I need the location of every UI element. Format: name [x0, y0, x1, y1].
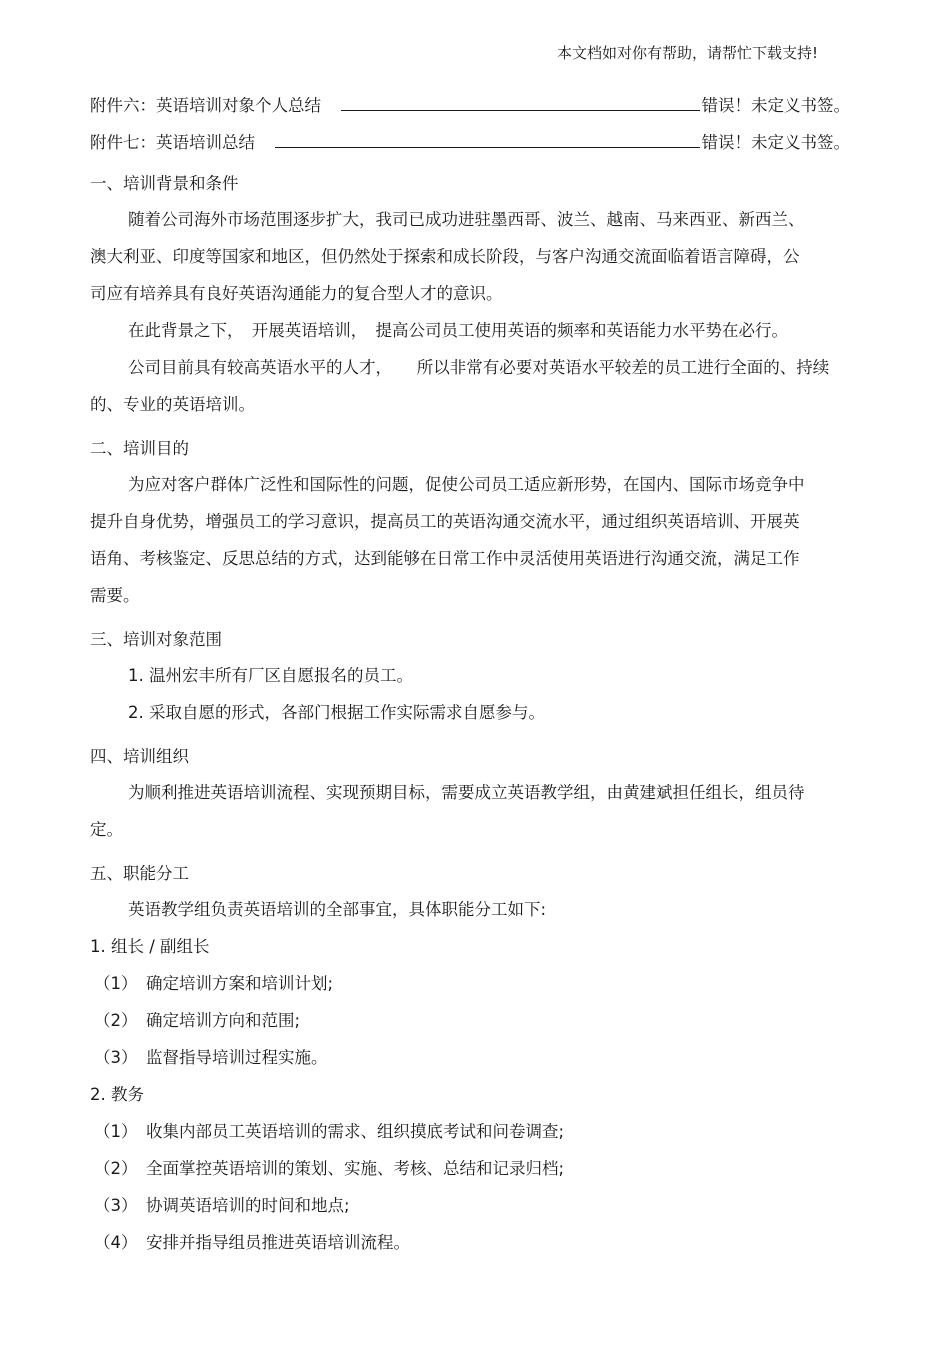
item-text: 确定培训方向和范围; [146, 1011, 301, 1030]
item-number: （1） [94, 1122, 138, 1141]
section-background [90, 167, 850, 423]
toc-entry[interactable] [90, 92, 850, 129]
paragraph: 随着公司海外市场范围逐步扩大，我司已成功进驻墨西哥、波兰、越南、马来西亚、新西兰、澳大利亚、印度等国家和地区，但仍然处于探索和成长阶段，与客户沟通交流面临着语言障碍，公司应有培养具有良好英语沟通能力的复合型人才的意识。 [90, 210, 805, 303]
toc-entry-ref: 错误！未定义书签。 [701, 133, 850, 152]
list-item [90, 1039, 850, 1076]
toc-entry-ref: 错误！未定义书签。 [701, 96, 850, 115]
item-text: 全面掌控英语培训的策划、实施、考核、总结和记录归档; [146, 1159, 565, 1178]
paragraph: 公司目前具有较高英语水平的人才， 所以非常有必要对英语水平较差的员工进行全面的、持续的、专业的英语培训。 [90, 358, 830, 414]
item-number: （2） [94, 1011, 138, 1030]
toc-entry-label: 附件六：英语培训对象个人总结 [90, 96, 321, 115]
paragraph: 为应对客户群体广泛性和国际性的问题，促使公司员工适应新形势，在国内、国际市场竞争中提升自身优势，增强员工的学习意识，提高员工的英语沟通交流水平，通过组织英语培训、开展英语角、考核鉴定、反思总结的方式，达到能够在日常工作中灵活使用英语进行沟通交流，满足工作需要。 [90, 475, 805, 605]
item-text: 确定培训方案和培训计划; [146, 974, 334, 993]
toc-leader-line [275, 133, 700, 148]
list-item [90, 1224, 850, 1261]
section-title: 五、职能分工 [90, 864, 189, 883]
section-duties [90, 857, 850, 1261]
subsection-heading: 1. 组长 / 副组长 [90, 937, 210, 956]
item-number: （3） [94, 1196, 138, 1215]
list-item: 1. 温州宏丰所有厂区自愿报名的员工。 [128, 666, 413, 685]
paragraph: 为顺利推进英语培训流程、实现预期目标，需要成立英语教学组，由黄建斌担任组长，组员待定。 [90, 783, 805, 839]
section-title: 三、培训对象范围 [90, 630, 222, 649]
item-number: （4） [94, 1233, 138, 1252]
document-body [90, 92, 850, 1261]
section-title: 二、培训目的 [90, 439, 189, 458]
item-text: 收集内部员工英语培训的需求、组织摸底考试和问卷调查; [146, 1122, 565, 1141]
item-text: 监督指导培训过程实施。 [146, 1048, 328, 1067]
page-header-note: 本文档如对你有帮助，请帮忙下载支持! [556, 44, 818, 62]
item-number: （1） [94, 974, 138, 993]
list-item [90, 1150, 850, 1187]
list-item: 2. 采取自愿的形式，各部门根据工作实际需求自愿参与。 [128, 703, 545, 722]
subsection-heading: 2. 教务 [90, 1085, 144, 1104]
item-text: 安排并指导组员推进英语培训流程。 [146, 1233, 410, 1252]
section-purpose [90, 432, 850, 614]
item-text: 协调英语培训的时间和地点; [146, 1196, 350, 1215]
section-organization [90, 740, 850, 848]
section-title: 一、培训背景和条件 [90, 174, 239, 193]
list-item [90, 1002, 850, 1039]
toc-leader-line [341, 96, 700, 111]
toc-entry-label: 附件七：英语培训总结 [90, 133, 255, 152]
paragraph: 英语教学组负责英语培训的全部事宜，具体职能分工如下: [128, 900, 547, 919]
item-number: （2） [94, 1159, 138, 1178]
list-item [90, 1113, 850, 1150]
list-item [90, 1187, 850, 1224]
item-number: （3） [94, 1048, 138, 1067]
section-scope [90, 623, 850, 731]
toc-entry[interactable] [90, 129, 850, 166]
section-title: 四、培训组织 [90, 747, 189, 766]
list-item [90, 965, 850, 1002]
paragraph: 在此背景之下， 开展英语培训， 提高公司员工使用英语的频率和英语能力水平势在必行。 [128, 321, 788, 340]
